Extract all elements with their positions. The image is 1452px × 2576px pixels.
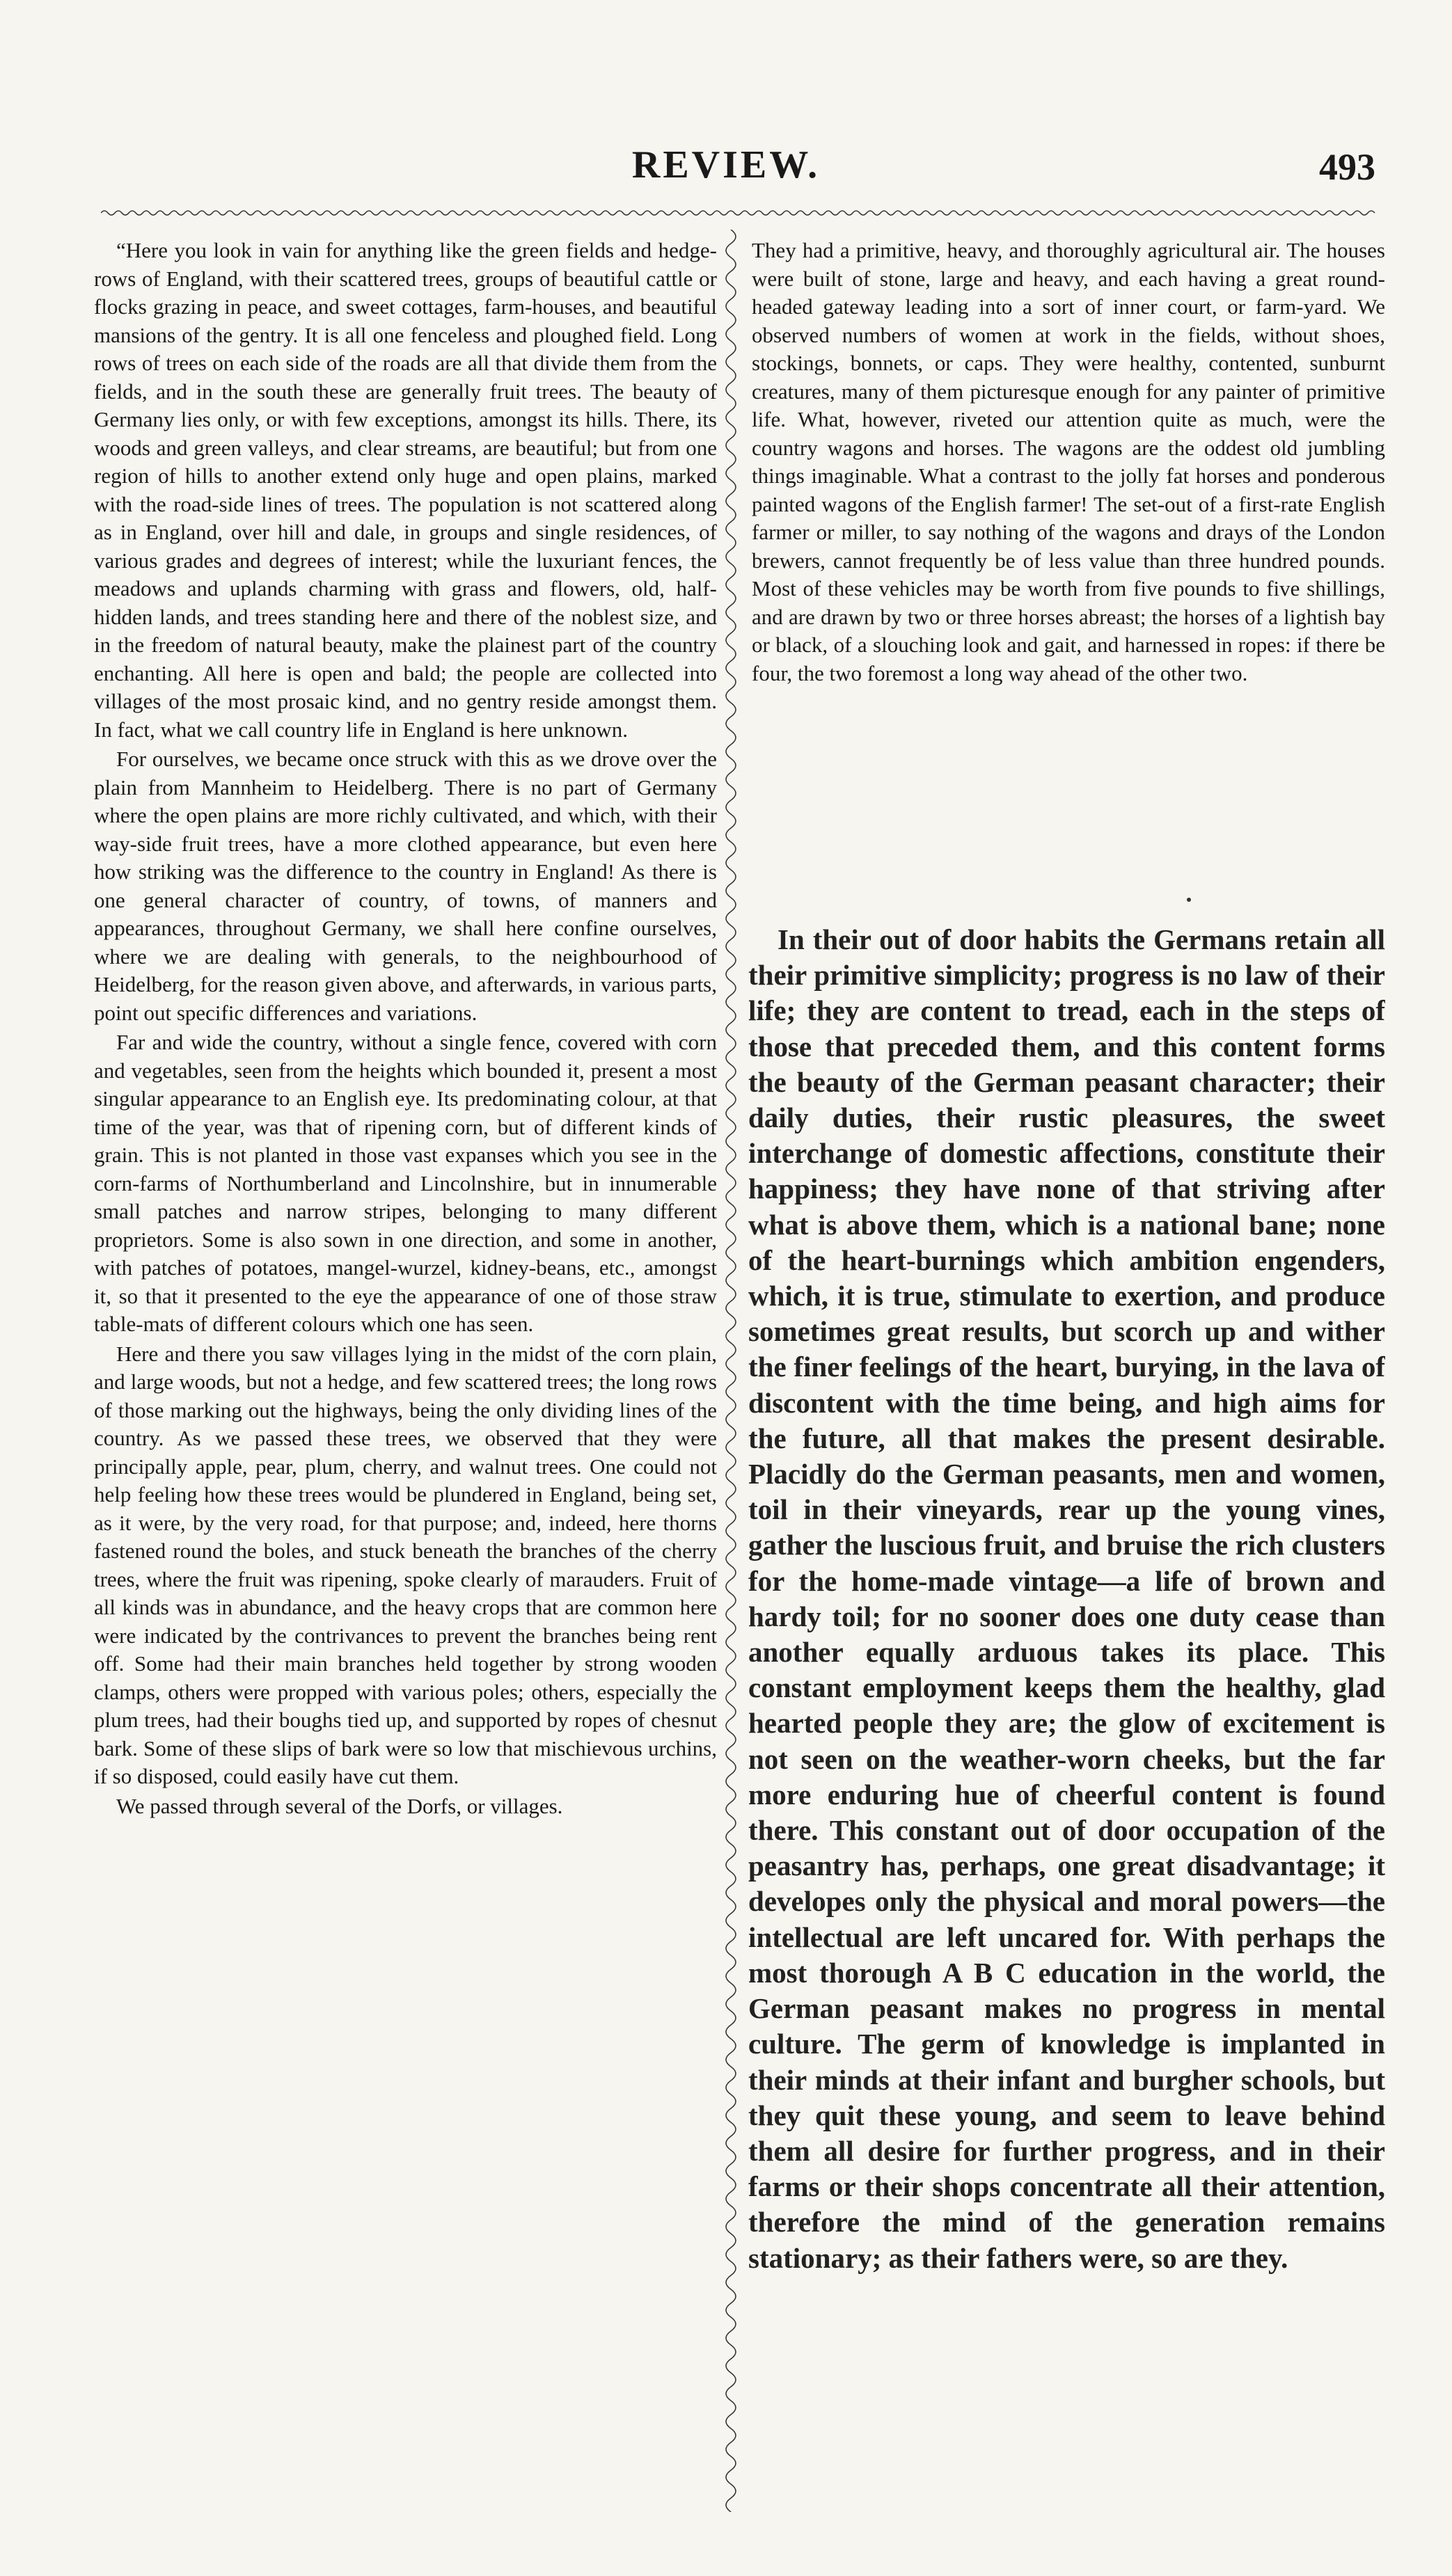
left-column [94, 237, 717, 1820]
left-paragraph-1: “Here you look in vain for anything like the green fields and hedge-rows of England, with their scattered trees, groups of beautiful cattle or flocks grazing in peace, and sweet cottages, farm-houses, and beautiful mansions of the gentry. It is all one fenceless and ploughed field. Long rows of trees on each side of the roads are all that divide them from the fields, and in the south these are generally fruit trees. The beauty of Germany lies only, or with few exceptions, amongst its hills. There, its woods and green valleys, and clear streams, are beautiful; but from one region of hills to another extend only huge and open plains, marked with the road-side lines of trees. The population is not scattered along as in England, over hill and dale, in groups and single residences, of various grades and degrees of interest; while the luxuriant fences, the meadows and uplands charming with grass and flowers, old, half-hidden lands, and trees standing here and there of the noblest size, and in the freedom of natural beauty, make the plainest part of the country enchanting. All here is open and bald; the people are collected into villages of the most prosaic kind, and no gentry reside amongst them. In fact, what we call country life in England is here unknown. [94, 238, 717, 742]
left-paragraph-3: Far and wide the country, without a single fence, covered with corn and vegetables, seen from the heights which bounded it, present a most singular appearance to an English eye. Its predominating colour, at that time of the year, was that of ripening corn, but of different kinds of grain. This is not planted in those vast expanses which you see in the corn-farms of Northumberland and Lincolnshire, but in innumerable small patches and narrow stripes, belonging to many different proprietors. Some is also sown in one direction, and some in another, with patches of potatoes, mangel-wurzel, kidney-beans, etc., amongst it, so that it presented to the eye the appearance of one of those straw table-mats of different colours which one has seen. [94, 1030, 717, 1336]
right-quote-paragraph: They had a primitive, heavy, and thoroughly agricultural air. The houses were built of stone, large and heavy, and each having a great round-headed gateway leading into a sort of inner court, or farm-yard. We observed numbers of women at work in the fields, without shoes, stockings, bonnets, or caps. They were healthy, contented, sunburnt creatures, many of them picturesque enough for any painter of primitive life. What, however, riveted our attention quite as much, were the country wagons and horses. The wagons are the oddest old jumbling things imaginable. What a contrast to the jolly fat horses and ponderous painted wagons of the English farmer! The set-out of a first-rate English farmer or miller, to say nothing of the wagons and drays of the London brewers, cannot frequently be of less value than three hundred pounds. Most of these vehicles may be worth from five pounds to five shillings, and are drawn by two or three horses abreast; the horses of a lightish bay or black, of a slouching look and gait, and harnessed in ropes: if there be four, the two foremost a long way ahead of the other two. [752, 238, 1385, 685]
section-dot-mark [1187, 898, 1191, 902]
column-divider-wavy [717, 230, 745, 2512]
running-head: REVIEW. [631, 143, 821, 186]
page-header [0, 143, 1452, 198]
left-paragraph-2: For ourselves, we became once struck with this as we drove over the plain from Mannheim to Heidelberg. There is no part of Germany where the open plains are more richly cultivated, and which, with their way-side fruit trees, have a more clothed appearance, but even here how striking was the difference to the country in England! As there is one general character of country, of towns, of manners and appearances, throughout Germany, we shall here confine ourselves, where we are dealing with generals, to the neighbourhood of Heidelberg, for the reason given above, and afterwards, in various parts, point out specific differences and variations. [94, 747, 717, 1025]
left-paragraph-5: We passed through several of the Dorfs, or villages. [116, 1793, 563, 1818]
right-column-main-text [748, 922, 1385, 2276]
right-column-quote [752, 237, 1385, 687]
page-number: 493 [1319, 146, 1375, 188]
right-main-paragraph: In their out of door habits the Germans retain all their primitive simplicity; progress is no law of their life; they are content to tread, each in the steps of those that preceded them, and this content forms the beauty of the German peasant character; their daily duties, their rustic pleasures, the sweet interchange of domestic affections, constitute their happiness; they have none of that striving after what is above them, which is a national bane; none of the heart-burnings which ambition engenders, which, it is true, stimulate to exertion, and produce sometimes great results, but scorch up and wither the finer feelings of the heart, burying, in the lava of discontent with the time being, and high aims for the future, all that makes the present desirable. Placidly do the German peasants, men and women, toil in their vineyards, rear up the young vines, gather the luscious fruit, and bruise the rich clusters for the home-made vintage—a life of brown and hardy toil; for no sooner does one duty cease than another equally arduous takes its place. This constant employment keeps them the healthy, glad hearted people they are; the glow of excitement is not seen on the weather-worn cheeks, but the far more enduring hue of cheerful content is found there. This constant out of door occupation of the peasantry has, perhaps, one great disadvantage; it developes only the physical and moral powers—the intellectual are left uncared for. With perhaps the most thorough A B C education in the world, the German peasant makes no progress in mental culture. The germ of knowledge is implanted in their minds at their infant and burgher schools, but they quit these young, and seem to leave behind them all desire for further progress, and in their farms or their shops concentrate all their attention, therefore the mind of the generation remains stationary; as their fathers were, so are they. [748, 923, 1385, 2274]
header-wavy-rule [101, 209, 1378, 217]
left-paragraph-4: Here and there you saw villages lying in the midst of the corn plain, and large woods, but not a hedge, and few scattered trees; the long rows of those marking out the highways, being the only dividing lines of the country. As we passed these trees, we observed that they were principally apple, pear, plum, cherry, and walnut trees. One could not help feeling how these trees would be plundered in England, being set, as it were, by the very road, for that purpose; and, indeed, here thorns fastened round the boles, and stuck beneath the branches of the cherry trees, where the fruit was ripening, spoke clearly of marauders. Fruit of all kinds was in abundance, and the heavy crops that are common here were indicated by the contrivances to prevent the branches being rent off. Some had their main branches held together by strong wooden clamps, others were propped with various poles; others, especially the plum trees, had their boughs tied up, and supported by ropes of chesnut bark. Some of these slips of bark were so low that mischievous urchins, if so disposed, could easily have cut them. [94, 1341, 717, 1788]
